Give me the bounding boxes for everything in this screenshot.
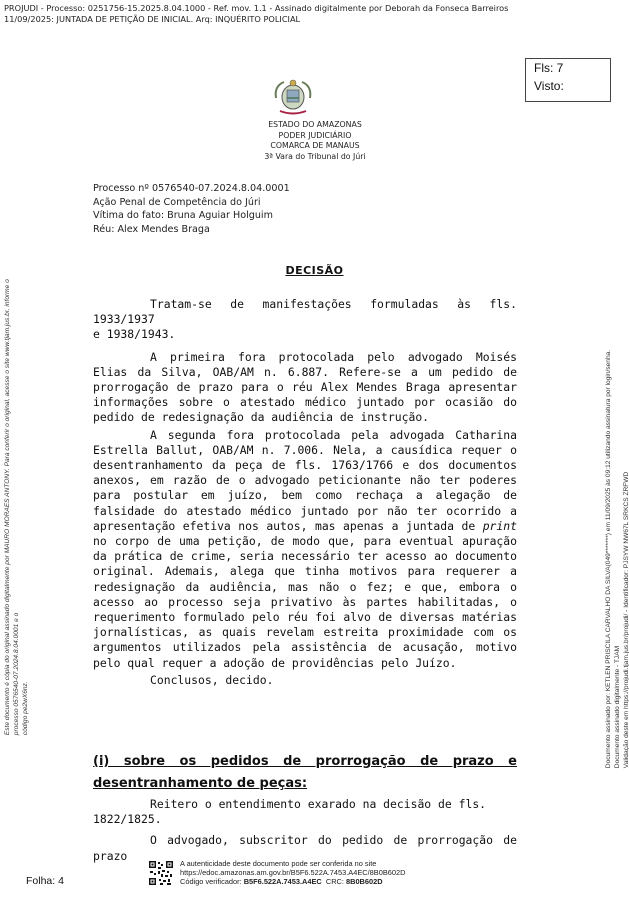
print-term: print [482, 518, 517, 533]
left-margin-line-2: código pe2wX6nz. [21, 681, 29, 736]
right-margin-line-2: Documento assinado digitalmente - TJAM [613, 645, 621, 769]
header-line-2: 11/09/2025: JUNTADA DE PETIÇÃO DE INICIAL. Arq: INQUÉRITO POLICIAL [4, 14, 301, 24]
folio-stamp-box [525, 58, 611, 102]
verification-code-row: Código verificador: B5F6.522A.7453.A4EC CRC: 8B0B602D [180, 877, 383, 886]
paragraph-3: A segunda fora protocolada pela advogada Catharina Estrella Ballut, OAB/AM n. 7.006. Nela, a causídica requer o desentranhamento da peça de fls. 1763/1766 e dos documentos anexos, em razão de o advogado peticionante não ter poderes para postular em juízo, bem como rechaça a alegação de falsidade do atestado médico juntado por não ter ocorrido a apresentação efetiva nos autos, mas apenas a juntada de print no corpo de uma petição, de modo que, para eventual apuração da prática de crime, seria necessário ter acesso ao documento original. Ademais, alega que tinha motivos para requerer a redesignação da audiência, mas não o fez; e que, embora o acesso ao processo seja privativo às partes habilitadas, o requerimento formulado pelo réu foi alvo de diversas matérias jornalísticas, as quais revelam estreita proximidade com os argumentos utilizados pela assistência de acusação, motivo pelo qual requer a adoção de providências pelo Juízo. [93, 427, 517, 670]
decision-body-2 [93, 797, 517, 864]
coat-of-arms-icon [272, 78, 314, 116]
case-number: Processo nº 0576540-07.2024.8.04.0001 [93, 183, 290, 194]
folio-number: Fls: 7 [534, 61, 564, 75]
defendant: Réu: Alex Mendes Braga [93, 223, 210, 235]
section-heading-line-1: (i) sobre os pedidos de prorrogação de prazo e [93, 754, 517, 769]
left-margin-certification [4, 255, 30, 735]
state-name: ESTADO DO AMAZONAS [268, 120, 362, 129]
header-line-1: PROJUDI - Processo: 0251756-15.2025.8.04.1000 - Ref. mov. 1.1 - Assinado digitalmente por Deborah da Fonseca Barreiros [4, 3, 509, 13]
case-info [93, 182, 290, 236]
court-header [250, 120, 380, 162]
comarca-name: COMARCA DE MANAUS [270, 141, 360, 151]
qr-code-icon[interactable] [148, 860, 174, 886]
paragraph-5-line-2: 1822/1825. [93, 812, 162, 827]
paragraph-1-line-2: e 1938/1943. [93, 327, 176, 342]
verification-code: B5F6.522A.7453.A4EC [243, 877, 322, 886]
decision-body-1 [93, 297, 517, 688]
paragraph-2: A primeira fora protocolada pelo advogado Moisés Elias da Silva, OAB/AM n. 6.887. Refere-se a um pedido de prorrogação de prazo para o réu Alex Mendes Braga apresentar informações sobre o atestado médico juntado por ocasião do pedido de redesignação da audiência de instrução. [93, 349, 517, 425]
visto-label: Visto: [534, 79, 564, 93]
paragraph-6: O advogado, subscritor do pedido de prorrogação de prazo [93, 833, 517, 863]
court-vara: 3ª Vara do Tribunal do Júri [264, 151, 366, 161]
page-folha: Folha: 4 [26, 875, 64, 887]
judicial-power: PODER JUDICIÁRIO [278, 130, 352, 140]
crc-code: 8B0B602D [346, 877, 383, 886]
paragraph-5-line-1: Reitero o entendimento exarado na decisão de fls. [150, 797, 487, 811]
decision-title: DECISÃO [285, 264, 344, 277]
authenticity-block [180, 859, 405, 886]
section-heading-line-2: desentranhamento de peças: [93, 776, 308, 791]
right-margin-line-1: Documento assinado por: KETLEN PRISCILA CARVALHO DA SILVA(049*******) em 11/09/2025 às 09:12 utilizando assinatura por login/senha. [604, 349, 612, 769]
paragraph-1-line-1: Tratam-se de manifestações formuladas às fls. 1933/1937 [93, 297, 517, 327]
right-margin-signature [605, 276, 629, 768]
paragraph-4: Conclusos, decido. [150, 672, 274, 687]
victim: Vítima do fato: Bruna Aguiar Holguim [93, 210, 273, 221]
left-margin-line-1: Este documento é cópia do original assinado digitalmente por MAURO MORAES ANTONY. Para conferir o original, acesse o site www.tjam.jus.br, informe o processo 0576540-07.2024.8.04.0001 e o [3, 279, 20, 736]
right-margin-line-3: Validação deste em https://projudi.tjam.jus.br/projudi/ - Identificador: PJSYW NW67L SRKCS ZRFWD [622, 471, 629, 769]
section-heading [93, 751, 517, 795]
auth-url[interactable]: https://edoc.amazonas.am.gov.br/B5F6.522A.7453.A4EC/8B0B602D [180, 868, 406, 877]
action-type: Ação Penal de Competência do Júri [93, 196, 261, 208]
auth-line-1: A autenticidade deste documento pode ser conferida no site [180, 859, 377, 868]
